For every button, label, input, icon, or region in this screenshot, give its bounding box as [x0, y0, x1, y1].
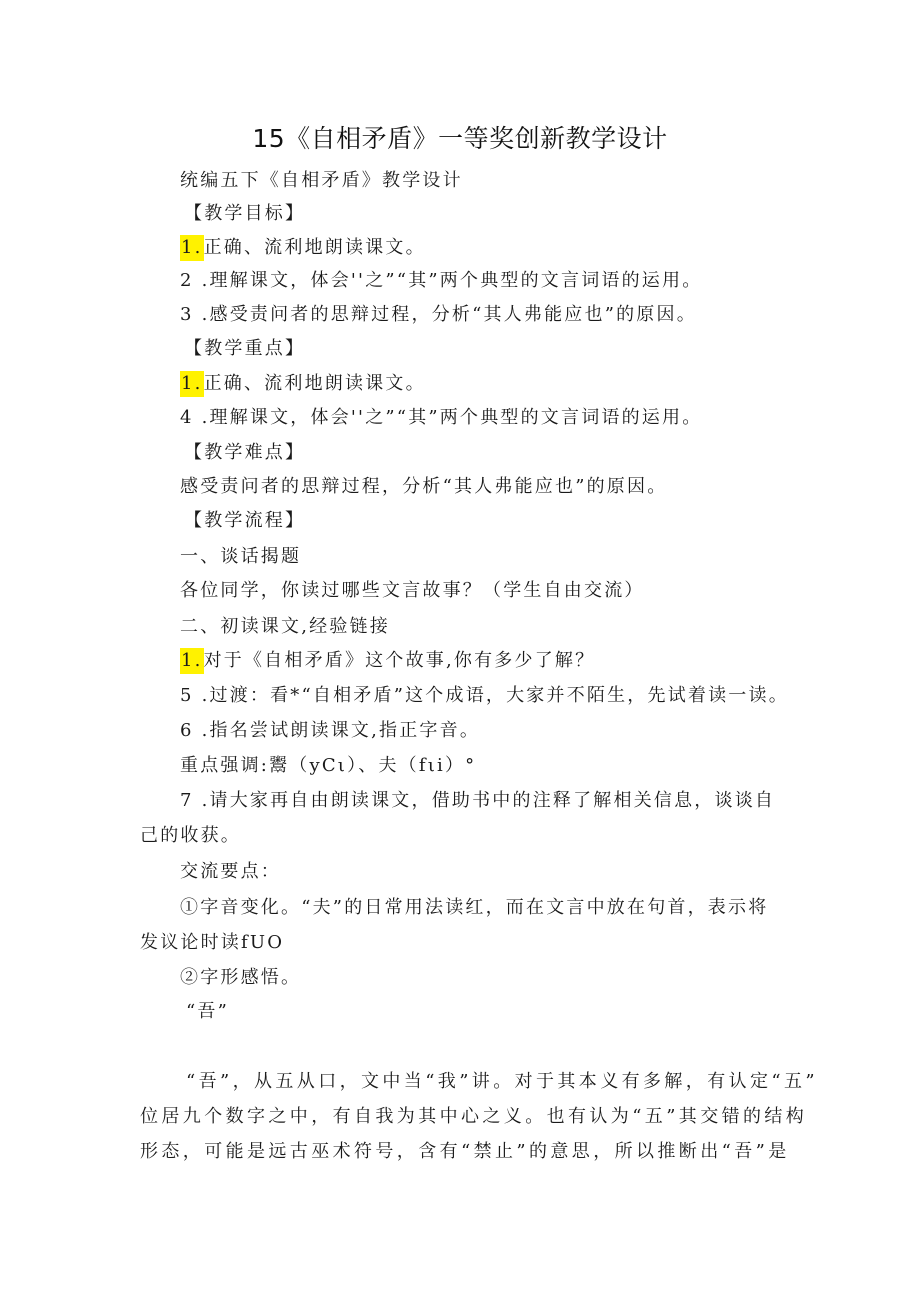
- key-point-item-1: [180, 371, 426, 397]
- line-text: “吾”，从五从口，文中当“我”讲。对于其本义有多解，有认定“五”: [186, 1071, 819, 1092]
- line-text: 形态，可能是远古巫术符号，含有“禁止”的意思，所以推断出“吾”是: [140, 1141, 790, 1162]
- item-number: 3: [180, 304, 194, 325]
- item-number: 1.: [180, 648, 204, 674]
- line-text: 二、初读课文,经验链接: [180, 616, 390, 637]
- line-text: 己的收获。: [140, 825, 241, 846]
- section-heading-objectives: [184, 201, 305, 227]
- line-text: .请大家再自由朗读课文，借助书中的注释了解相关信息，谈谈自: [193, 790, 776, 811]
- line-text: .理解课文，体会''之”“其”两个典型的文言词语的运用。: [193, 270, 703, 291]
- line-text: 正确、流利地朗读课文。: [203, 373, 426, 394]
- line-text: 交流要点：: [180, 861, 281, 882]
- line-text: .过渡：看*“自相矛盾”这个成语，大家并不陌生，先试着读一读。: [193, 685, 789, 706]
- process-step-1-heading: [180, 544, 301, 570]
- line-text: ①字音变化。“夫”的日常用法读红，而在文言中放在句首，表示将: [180, 897, 769, 918]
- process-item-1: [180, 648, 595, 674]
- line-text: 正确、流利地朗读课文。: [203, 237, 426, 258]
- exchange-point-2: [180, 965, 301, 991]
- line-text: 【教学难点】: [184, 442, 306, 463]
- body-paragraph-line-3: [140, 1139, 790, 1165]
- line-text: 对于《自相矛盾》这个故事,你有多少了解？: [203, 650, 596, 671]
- item-number: 2: [180, 270, 194, 291]
- line-text: 位居九个数字之中，有自我为其中心之义。也有认为“五”其交错的结构: [140, 1106, 808, 1127]
- character-label: [186, 999, 229, 1025]
- line-text: .指名尝试朗读课文,指正字音。: [193, 720, 481, 741]
- line-text: 统编五下《自相矛盾》教学设计: [180, 170, 463, 191]
- document-title: 15《自相矛盾》一等奖创新教学设计: [252, 124, 668, 153]
- item-number: 1.: [180, 235, 204, 261]
- section-heading-difficulties: [184, 440, 305, 466]
- line-text: 【教学流程】: [184, 510, 306, 531]
- process-item-7: [180, 788, 775, 814]
- item-number: 7: [180, 790, 194, 811]
- line-text: 感受责问者的思辩过程，分析“其人弗能应也”的原因。: [180, 476, 668, 497]
- line-text: .感受责问者的思辩过程，分析“其人弗能应也”的原因。: [193, 304, 697, 325]
- line-text: 发议论时读fUO: [140, 932, 285, 953]
- exchange-points-heading: [180, 859, 281, 885]
- pronunciation-emphasis: [180, 753, 476, 779]
- line-text: 重点强调:鬻（yCι）、夫（fιi）°: [180, 755, 477, 776]
- exchange-point-1: [180, 895, 768, 921]
- section-heading-process: [184, 508, 305, 534]
- item-number: 5: [180, 685, 194, 706]
- line-text: ②字形感悟。: [180, 967, 302, 988]
- line-text: .理解课文，体会''之”“其”两个典型的文言词语的运用。: [193, 407, 703, 428]
- process-step-2-heading: [180, 614, 390, 640]
- difficulty-line: [180, 474, 667, 500]
- process-step-1-text: [180, 578, 645, 604]
- process-item-7-continued: [140, 823, 241, 849]
- line-text: 【教学目标】: [184, 203, 306, 224]
- objective-item-2: [180, 268, 702, 294]
- subtitle-line: [180, 168, 463, 194]
- line-text: 各位同学，你读过哪些文言故事？（学生自由交流）: [180, 580, 645, 601]
- objective-item-3: [180, 302, 697, 328]
- body-paragraph-line-2: [140, 1104, 807, 1130]
- key-point-item-2: [180, 405, 702, 431]
- item-number: 6: [180, 720, 194, 741]
- objective-item-1: [180, 235, 426, 261]
- exchange-point-1-continued: [140, 930, 284, 956]
- body-paragraph-line-1: [186, 1069, 818, 1095]
- item-number: 4: [180, 407, 194, 428]
- line-text: “吾”: [186, 1001, 230, 1022]
- section-heading-key-points: [184, 336, 305, 362]
- item-number: 1.: [180, 371, 204, 397]
- process-item-6: [180, 718, 480, 744]
- line-text: 【教学重点】: [184, 338, 306, 359]
- line-text: 一、谈话揭题: [180, 546, 302, 567]
- process-item-5: [180, 683, 789, 709]
